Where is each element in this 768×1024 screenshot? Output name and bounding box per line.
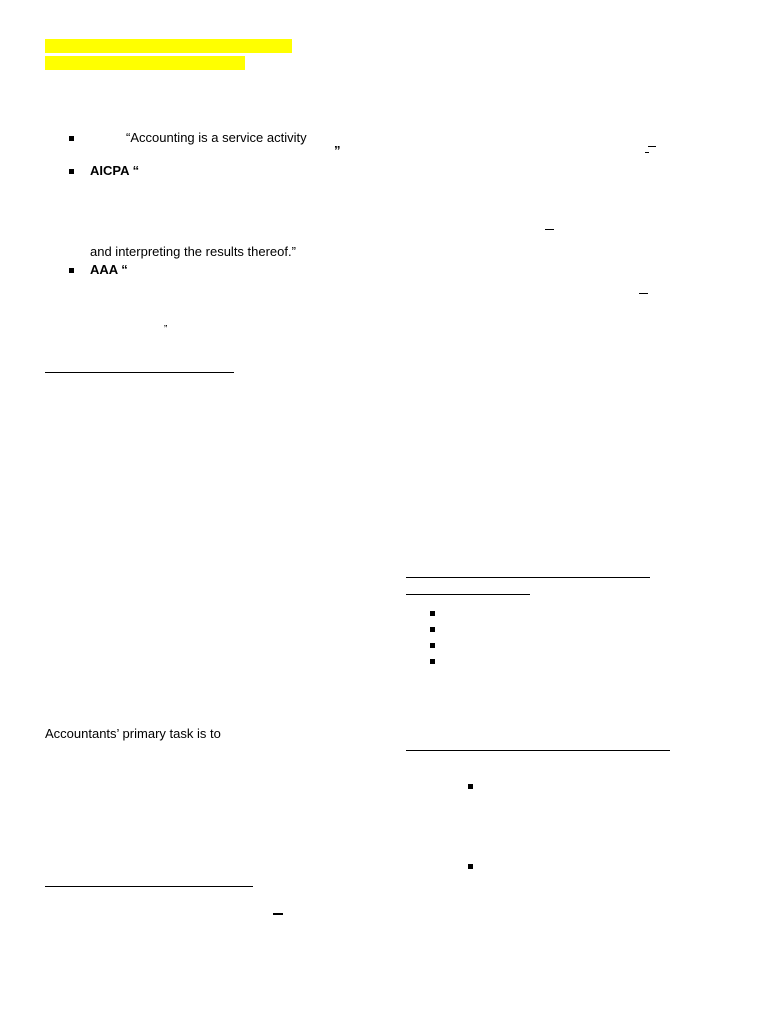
bullet-marker [69, 136, 74, 141]
closing-quote-mark: ” [334, 143, 341, 158]
aicpa-label: AICPA “ [90, 163, 140, 178]
section-heading-underline [45, 886, 253, 887]
bullet-marker [430, 627, 435, 632]
bullet-marker [430, 611, 435, 616]
accounting-quote-text: “Accounting is a service activity [126, 130, 307, 145]
section-heading-underline [406, 750, 670, 751]
section-heading-underline [406, 594, 530, 595]
highlighted-title-line-1 [45, 39, 292, 53]
section-heading-underline [45, 372, 234, 373]
aaa-label: AAA “ [90, 262, 128, 277]
dash-mark [645, 152, 649, 153]
aicpa-definition-tail: and interpreting the results thereof.” [90, 244, 296, 259]
closing-quote-mark: ” [164, 324, 168, 335]
dash-mark [639, 293, 648, 294]
bullet-marker [430, 643, 435, 648]
bullet-marker [69, 268, 74, 273]
highlighted-title-line-2 [45, 56, 245, 70]
dash-mark [648, 146, 656, 147]
primary-task-text: Accountants’ primary task is to [45, 726, 221, 741]
dash-mark [273, 913, 283, 915]
bullet-marker [468, 864, 473, 869]
bullet-marker [69, 169, 74, 174]
bullet-marker [430, 659, 435, 664]
section-heading-underline [406, 577, 650, 578]
dash-mark [545, 229, 554, 230]
bullet-marker [468, 784, 473, 789]
